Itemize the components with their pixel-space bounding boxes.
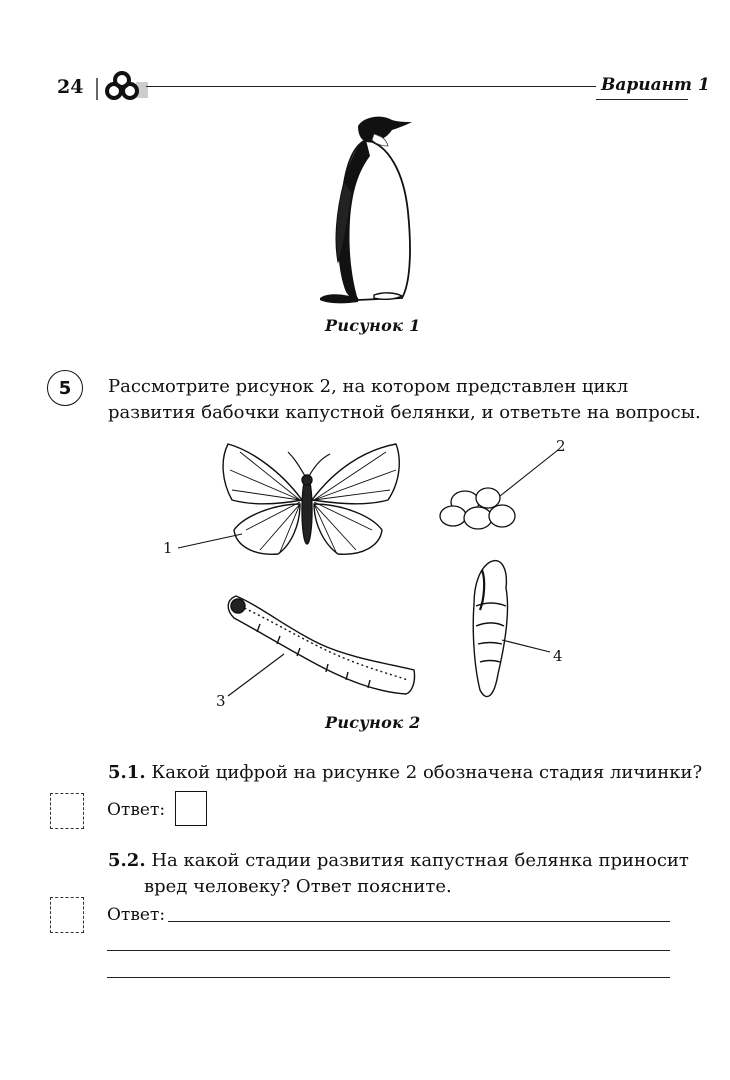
answer-box-5-1[interactable] [175,791,207,826]
question-5-1 [108,760,702,786]
question-5-2-text-line2: вред человеку? Ответ поясните. [144,876,452,897]
penguin-illustration [318,112,418,311]
figure2-caption: Рисунок 2 [325,713,421,732]
header-rule [146,86,596,87]
page-number: 24 [57,76,84,98]
question-5-2-text-line1: На какой стадии развития капустная белянка приносит [151,850,689,871]
life-cycle-figure [150,430,580,710]
figure2-label-2: 2 [556,437,566,455]
score-box-5-1 [50,793,84,829]
task-instructions: Рассмотрите рисунок 2, на котором представлен цикл развития бабочки капустной белянки, и ответьте на вопросы. [108,376,701,423]
task-number-badge: 5 [47,370,83,406]
pupa-illustration [473,561,507,697]
question-5-2 [108,848,689,874]
figure2-label-4: 4 [553,647,563,665]
eggs-illustration [440,488,515,529]
question-5-2-number: 5.2. [108,850,146,871]
figure1-caption: Рисунок 1 [325,316,421,335]
score-box-5-2 [50,897,84,933]
answer-label-5-2: Ответ: [107,905,166,925]
answer-line-1[interactable] [168,921,670,922]
publisher-logo-icon [96,68,148,106]
variant-underline [596,99,688,100]
answer-line-2[interactable] [107,950,670,951]
caterpillar-illustration [228,596,414,694]
variant-label: Вариант 1 [601,75,710,95]
answer-line-3[interactable] [107,977,670,978]
answer-label-5-1: Ответ: [107,800,166,820]
figure2-label-3: 3 [216,692,226,710]
question-5-1-number: 5.1. [108,762,146,783]
figure2-label-1: 1 [163,539,173,557]
butterfly-illustration [223,444,399,554]
question-5-1-text: Какой цифрой на рисунке 2 обозначена стадия личинки? [151,762,703,783]
